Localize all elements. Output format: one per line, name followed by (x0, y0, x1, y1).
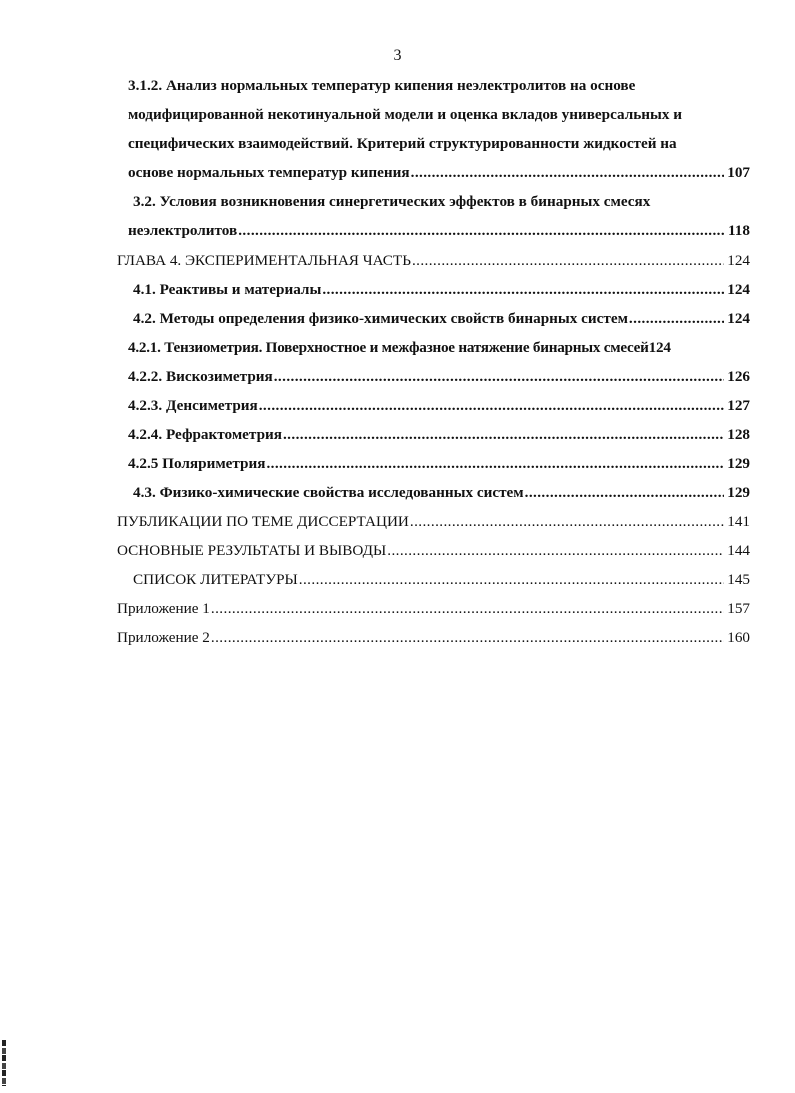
toc-entry-title: 4.2.3. Денсиметрия (128, 397, 258, 414)
toc-entry-appendix-1[interactable] (0, 598, 795, 620)
toc-entry-4-1[interactable] (0, 279, 795, 301)
toc-page-number: 124 (727, 281, 750, 298)
toc-leader-dots (274, 366, 724, 388)
toc-page-number: 107 (727, 164, 750, 181)
toc-entry-text: специфических взаимодействий. Критерий структурированности жидкостей на (128, 135, 677, 152)
toc-leader-dots (259, 395, 724, 417)
toc-entry-chapter-4[interactable] (0, 250, 795, 272)
toc-page-number: 160 (727, 629, 750, 646)
toc-entry-3-1-2-line-1 (0, 75, 795, 97)
toc-page-number: 124 (648, 339, 671, 356)
toc-entry-title: ПУБЛИКАЦИИ ПО ТЕМЕ ДИССЕРТАЦИИ (117, 513, 409, 530)
toc-leader-dots (387, 540, 724, 562)
toc-page-number: 145 (727, 571, 750, 588)
toc-entry-title: ГЛАВА 4. ЭКСПЕРИМЕНТАЛЬНАЯ ЧАСТЬ (117, 252, 411, 269)
toc-entry-4-2-1[interactable] (0, 337, 795, 359)
toc-leader-dots (629, 308, 724, 330)
toc-entry-3-1-2-line-3 (0, 133, 795, 155)
toc-page-number: 126 (727, 368, 750, 385)
toc-leader-dots (411, 162, 725, 184)
toc-entry-title: ОСНОВНЫЕ РЕЗУЛЬТАТЫ И ВЫВОДЫ (117, 542, 387, 559)
toc-entry-literature[interactable] (0, 569, 795, 591)
toc-leader-dots (266, 453, 724, 475)
toc-page-number: 141 (727, 513, 750, 530)
toc-leader-dots (410, 511, 724, 533)
toc-entry-publications[interactable] (0, 511, 795, 533)
toc-entry-title: Приложение 1 (117, 600, 210, 617)
toc-entry-4-2-4[interactable] (0, 424, 795, 446)
toc-entry-title: 4.2.4. Рефрактометрия (128, 426, 282, 443)
toc-leader-dots (211, 627, 724, 649)
toc-page-number: 118 (728, 222, 750, 239)
toc-page-number: 144 (727, 542, 750, 559)
toc-page-number: 129 (727, 484, 750, 501)
toc-page-number: 128 (727, 426, 750, 443)
toc-leader-dots (283, 424, 724, 446)
toc-leader-dots (412, 250, 724, 272)
toc-leader-dots (299, 569, 724, 591)
toc-page-number: 129 (727, 455, 750, 472)
toc-entry-text: 3.2. Условия возникновения синергетических эффектов в бинарных смесях (133, 193, 651, 210)
toc-entry-appendix-2[interactable] (0, 627, 795, 649)
toc-entry-text: модифицированной некотинуальной модели и оценка вкладов универсальных и (128, 106, 683, 123)
toc-entry-3-1-2[interactable] (0, 162, 795, 184)
toc-leader-dots (525, 482, 725, 504)
toc-leader-dots (322, 279, 724, 301)
toc-entry-4-2-2[interactable] (0, 366, 795, 388)
toc-entry-4-2-3[interactable] (0, 395, 795, 417)
toc-entry-title: 4.2.1. Тензиометрия. Поверхностное и межфазное натяжение бинарных смесей (128, 339, 649, 356)
toc-entry-title: СПИСОК ЛИТЕРАТУРЫ (133, 571, 298, 588)
scan-artifact (2, 1040, 6, 1086)
toc-leader-dots (238, 220, 725, 242)
toc-entry-4-2[interactable] (0, 308, 795, 330)
toc-page-number: 124 (727, 310, 750, 327)
toc-entry-3-2[interactable] (0, 220, 795, 242)
toc-page-number: 157 (727, 600, 750, 617)
page-number: 3 (393, 47, 402, 64)
toc-entry-title: 4.1. Реактивы и материалы (133, 281, 322, 298)
toc-entry-3-2-line-1 (0, 191, 795, 213)
toc-entry-title: Приложение 2 (117, 629, 210, 646)
toc-entry-text: 3.1.2. Анализ нормальных температур кипения неэлектролитов на основе (128, 77, 636, 94)
toc-entry-title: 4.2. Методы определения физико-химических свойств бинарных систем (133, 310, 628, 327)
toc-entry-title: 4.2.2. Вискозиметрия (128, 368, 273, 385)
toc-entry-4-2-5[interactable] (0, 453, 795, 475)
toc-page-number: 127 (727, 397, 750, 414)
toc-entry-3-1-2-line-2 (0, 104, 795, 126)
toc-entry-title: основе нормальных температур кипения (128, 164, 410, 181)
toc-entry-title: 4.2.5 Поляриметрия (128, 455, 266, 472)
toc-entry-title: 4.3. Физико-химические свойства исследованных систем (133, 484, 524, 501)
toc-leader-dots (211, 598, 724, 620)
toc-entry-4-3[interactable] (0, 482, 795, 504)
toc-entry-results[interactable] (0, 540, 795, 562)
toc-entry-title: неэлектролитов (128, 222, 238, 239)
toc-page-number: 124 (727, 252, 750, 269)
